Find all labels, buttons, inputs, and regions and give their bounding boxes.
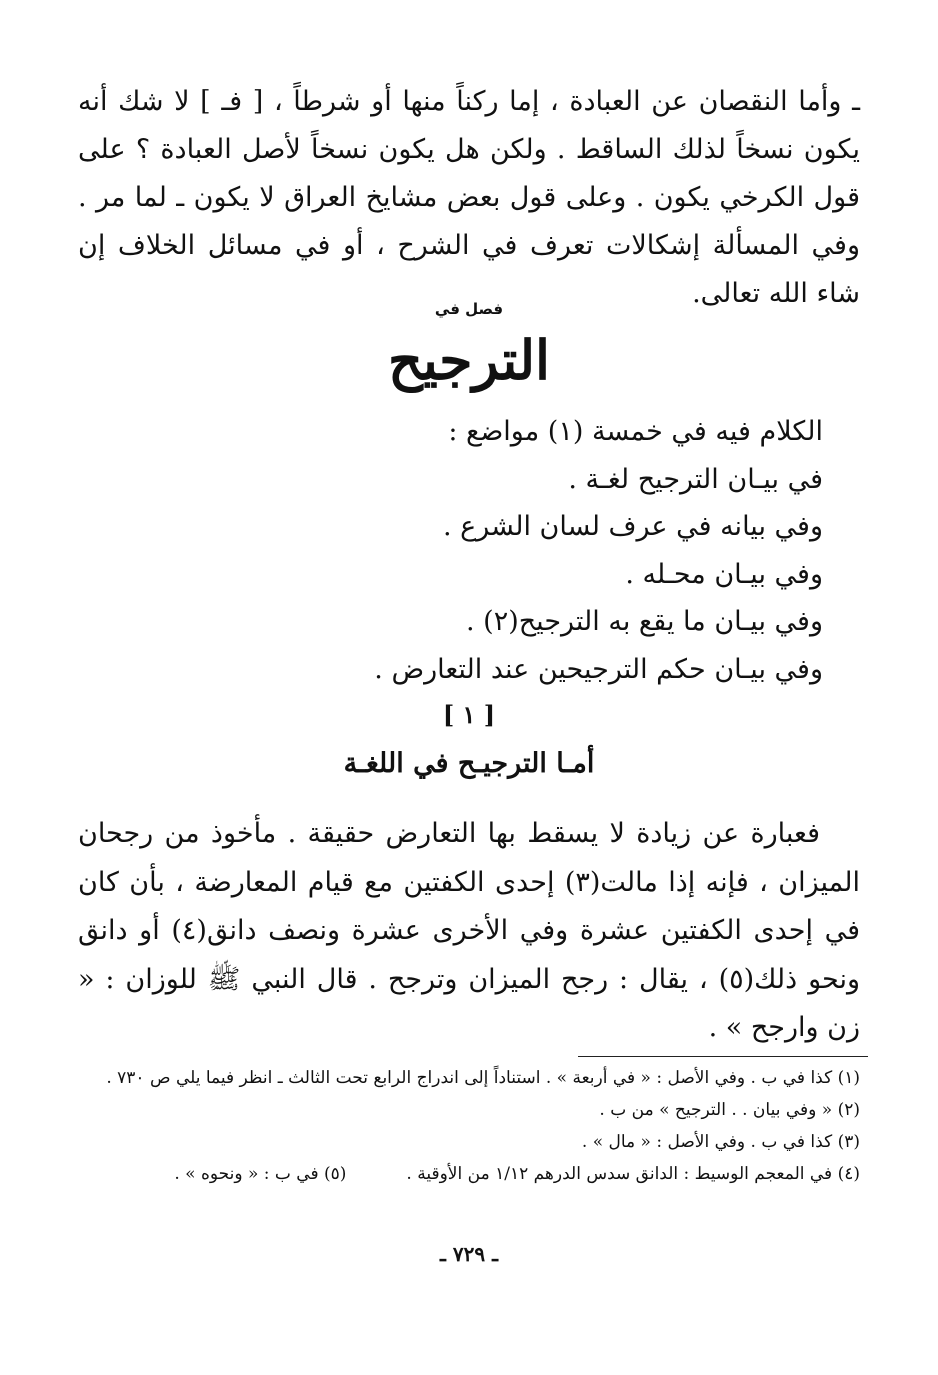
contents-item: وفي بيانه في عرف لسان الشرع . [442,511,823,542]
section-pre-title: فصل في [434,300,504,318]
contents-item: في بيـان الترجيح لغـة . [568,463,823,495]
contents-intro: الكلام فيه في خمسة (١) مواضع : [448,416,823,447]
footnote-5: (٥) في ب : « ونحوه » . [174,1164,347,1184]
footnote-2: (٢) « وفي بيان . . الترجيح » من ب . [599,1100,860,1120]
footnote-4-line [70,1158,860,1190]
body-paragraph [78,810,860,1053]
footnote-4: (٤) في المعجم الوسيط : الدانق سدس الدرهم ١/١٢ من الأوقية . [406,1164,860,1184]
contents-item: وفي بيـان حكم الترجيحين عند التعارض . [374,653,823,685]
subsection-number: [ ١ ] [442,700,496,729]
body-paragraph-text: فعبارة عن زيادة لا يسقط بها التعارض حقيقة . مأخوذ من رجحان الميزان ، فإنه إذا مالت(٣) إحدى الكفتين مع قيام المعارضة ، بأن كان في إحدى الكفتين عشرة وفي الأخرى عشرة ونصف دانق(٤) أو دانق ونحو ذلك(٥) ، يقال : رجح الميزان وترجح . قال النبي ﷺ للوزان : « زن وارجح » . [78,818,861,1043]
contents-item: وفي بيـان محـله . [625,558,823,590]
intro-paragraph: ـ وأما النقصان عن العبادة ، إما ركناً منها أو شرطاً ، [ فـ ] لا شك أنه يكون نسخاً لذلك الساقط . ولكن هل يكون نسخاً لأصل العبادة ؟ على قول الكرخي يكون . وعلى قول بعض مشايخ العراق لا يكون ـ لما مر . وفي المسألة إشكالات تعرف في الشرح ، أو في مسائل الخلاف إن شاء الله تعالى. [78,86,860,309]
footnote-separator [578,1056,868,1057]
footnote-3: (٣) كذا في ب . وفي الأصل : « مال » . [581,1132,860,1152]
section-title: الترجيح [387,328,551,392]
footnotes-list [70,1062,860,1190]
subsection-title: أمـا الترجيـح في اللغـة [343,748,595,779]
contents-item: وفي بيـان ما يقع به الترجيح(٢) . [465,606,823,637]
footnote-1: (١) كذا في ب . وفي الأصل : « في أربعة » . استناداً إلى اندراج الرابع تحت الثالث ـ انظر فيما يلي ص ٧٣٠ . [106,1068,860,1088]
contents-list [123,408,823,693]
page-number: ـ ٧٢٩ ـ [440,1242,498,1266]
